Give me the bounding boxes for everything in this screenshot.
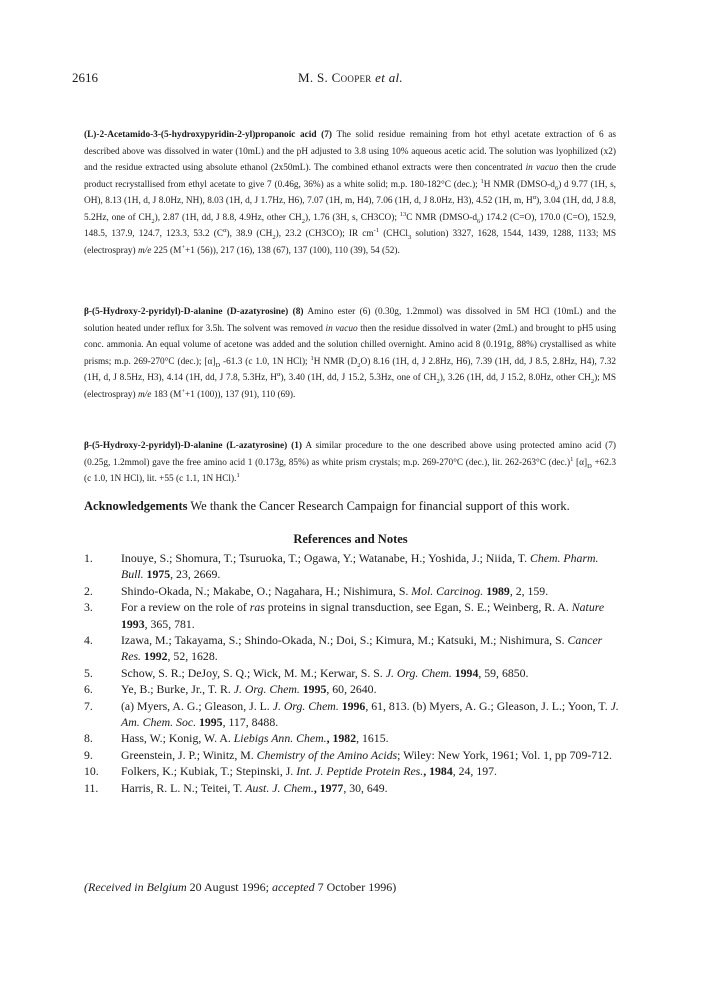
reference-item: 10. Folkers, K.; Kubiak, T.; Stepinski, J. Int. J. Peptide Protein Res., 1984, 24, 197. (84, 764, 497, 779)
reference-item: 6. Ye, B.; Burke, Jr., T. R. J. Org. Chem. 1995, 60, 2640. (84, 682, 377, 697)
reference-list (84, 550, 624, 796)
references-heading: References and Notes (293, 532, 408, 546)
experimental-compound-1: β-(5-Hydroxy-2-pyridyl)-D-alanine (L-azatyrosine) (1) A similar procedure to the one described above using protected amino acid (7) (0.25g, 1.2mmol) gave the free amino acid 1 (0.173g, 85%) as white prism crystals; m.p. 269-270°C (dec.), lit. 262-263°C $(dec.)^1$ $[\alpha]_D +62.3$ (c 1.0, 1N HCl), lit. +55 (c 1.1, 1N HCl).$^1$ (84, 441, 617, 484)
running-head-author: M. S. Cooper (298, 70, 372, 85)
reference-item: 1. Inouye, S.; Shomura, T.; Tsuruoka, T.; Ogawa, Y.; Watanabe, H.; Yoshida, J.; Niida, T. Chem. Pharm. Bull. 1975, 23, 2669. (84, 551, 599, 582)
reference-item: 7. (a) Myers, A. G.; Gleason, J. L. J. Org. Chem. 1996, 61, 813. (b) Myers, A. G.; Gleason, J. L.; Yoon, T. J. Am. Chem. Soc. 1995, 117, 8488. (84, 698, 619, 730)
running-head (0, 70, 701, 86)
received-dates: (Received in Belgium 20 August 1996; accepted 7 October 1996) (84, 880, 397, 894)
page-number: 2616 (72, 70, 98, 85)
reference-item: 11. Harris, R. L. N.; Teitei, T. Aust. J. Chem., 1977, 30, 649. (84, 780, 388, 795)
experimental-compound-7: (L)-2-Acetamido-3-(5-hydroxypyridin-2-yl)propanoic acid (7) The solid residue remaining from hot ethyl acetate extraction of 6 as described above was dissolved in water (10mL) and the pH adjusted to 3.8 using 10% aqueous acetic acid. The solution was lyophilized (x2) and the residue extracted using absolute ethanol (2x50mL). The combined ethanol extracts were then concentrated in vacuo then the crude product recrystallised from ethyl acetate to give 7 (0.46g, 36%) as a white solid; m.p. 180-182°C (dec.); $^1$H NMR $(DMSO-d_6)$ d 9.77 (1H, s, OH), 8.13 (1H, d, J 8.0Hz, NH), 8.03 (1H, d, J 1.7Hz, H6), 7.07 (1H, m, H4), 7.06 (1H, d, J 8.0Hz, H3), 4.52 (1H, m, $H^\alpha$), 3.04 (1H, dd, J 8.8, 5.2Hz, one of $CH_2$), 2.87 (1H, dd, J 8.8, 4.9Hz, other $CH_2$), 1.76 (3H, s, CH3CO); $^{13}$C NMR $(DMSO-d_6)$ 174.2 (C=O), 170.0 (C=O), 152.9, 148.5, 137.9, 124.7, 123.3, 53.2 $(C^\alpha)$, 38.9 $(CH_2)$, 23.2 (CH3CO); IR $cm^{-1}$ (CHCl$_3$ solution) 3327, 1628, 1544, 1439, 1288, 1133; MS (electrospray) m/e 225 (M++1 (56)), 217 (16), 138 (67), 137 (100), 110 (39), 54 (52). (84, 130, 617, 256)
reference-item: 9. Greenstein, J. P.; Winitz, M. Chemistry of the Amino Acids; Wiley: New York, 1961; Vol. 1, pp 709-712. (84, 747, 612, 762)
reference-item: 2. Shindo-Okada, N.; Makabe, O.; Nagahara, H.; Nishimura, S. Mol. Carcinog. 1989, 2, 159. (84, 583, 549, 598)
acknowledgements-text: We thank the Cancer Research Campaign for financial support of this work. (187, 499, 570, 513)
acknowledgements-heading: Acknowledgements (84, 499, 188, 513)
acknowledgements (84, 498, 644, 514)
reference-item: 8. Hass, W.; Konig, W. A. Liebigs Ann. Chem., 1982, 1615. (84, 731, 389, 746)
compound-8-title: β-(5-Hydroxy-2-pyridyl)-D-alanine (D-azatyrosine) (8) (84, 307, 304, 317)
experimental-compound-8: β-(5-Hydroxy-2-pyridyl)-D-alanine (D-azatyrosine) (8) Amino ester (6) (0.30g, 1.2mmol) was dissolved in 5M HCl (10mL) and the solution heated under reflux for 3.5h. The solvent was removed in vacuo then the residue dissolved in water (2mL) and brought to pH5 using conc. ammonia. An equal volume of acetone was added and the solution chilled overnight. Amino acid 8 (0.191g, 88%) crystallised as white prisms; m.p. 269-270°C (dec.); $[\alpha]_D$ -61.3 (c 1.0, 1N HCl); $^1$H NMR $(D_2O)$ 8.16 (1H, d, J 2.8Hz, H6), 7.39 (1H, dd, J 8.5, 2.8Hz, H4), 7.32 (1H, d, J 8.5Hz, H3), 4.14 (1H, dd, J 7.8, 5.3Hz, $H^\alpha$), 3.40 (1H, dd, J 15.2, 5.3Hz, one of $CH_2$), 3.26 (1H, dd, J 15.2, 8.0Hz, other $CH_2$); MS (electrospray) m/e 183 (M++1 (100)), 137 (91), 110 (69). (84, 307, 616, 400)
running-head-etal: et al. (375, 70, 403, 85)
compound-7-title: (L)-2-Acetamido-3-(5-hydroxypyridin-2-yl)propanoic acid (7) (84, 130, 333, 140)
reference-item: 4. Izawa, M.; Takayama, S.; Shindo-Okada, N.; Doi, S.; Kimura, M.; Katsuki, M.; Nishimura, S. Cancer Res. 1992, 52, 1628. (84, 633, 603, 664)
reference-item: 5. Schow, S. R.; DeJoy, S. Q.; Wick, M. M.; Kerwar, S. S. J. Org. Chem. 1994, 59, 6850. (84, 665, 529, 680)
compound-1-title: β-(5-Hydroxy-2-pyridyl)-D-alanine (L-azatyrosine) (1) (84, 441, 302, 451)
reference-item: 3. For a review on the role of ras proteins in signal transduction, see Egan, S. E.; Weinberg, R. A. Nature 1993, 365, 781. (84, 600, 605, 631)
